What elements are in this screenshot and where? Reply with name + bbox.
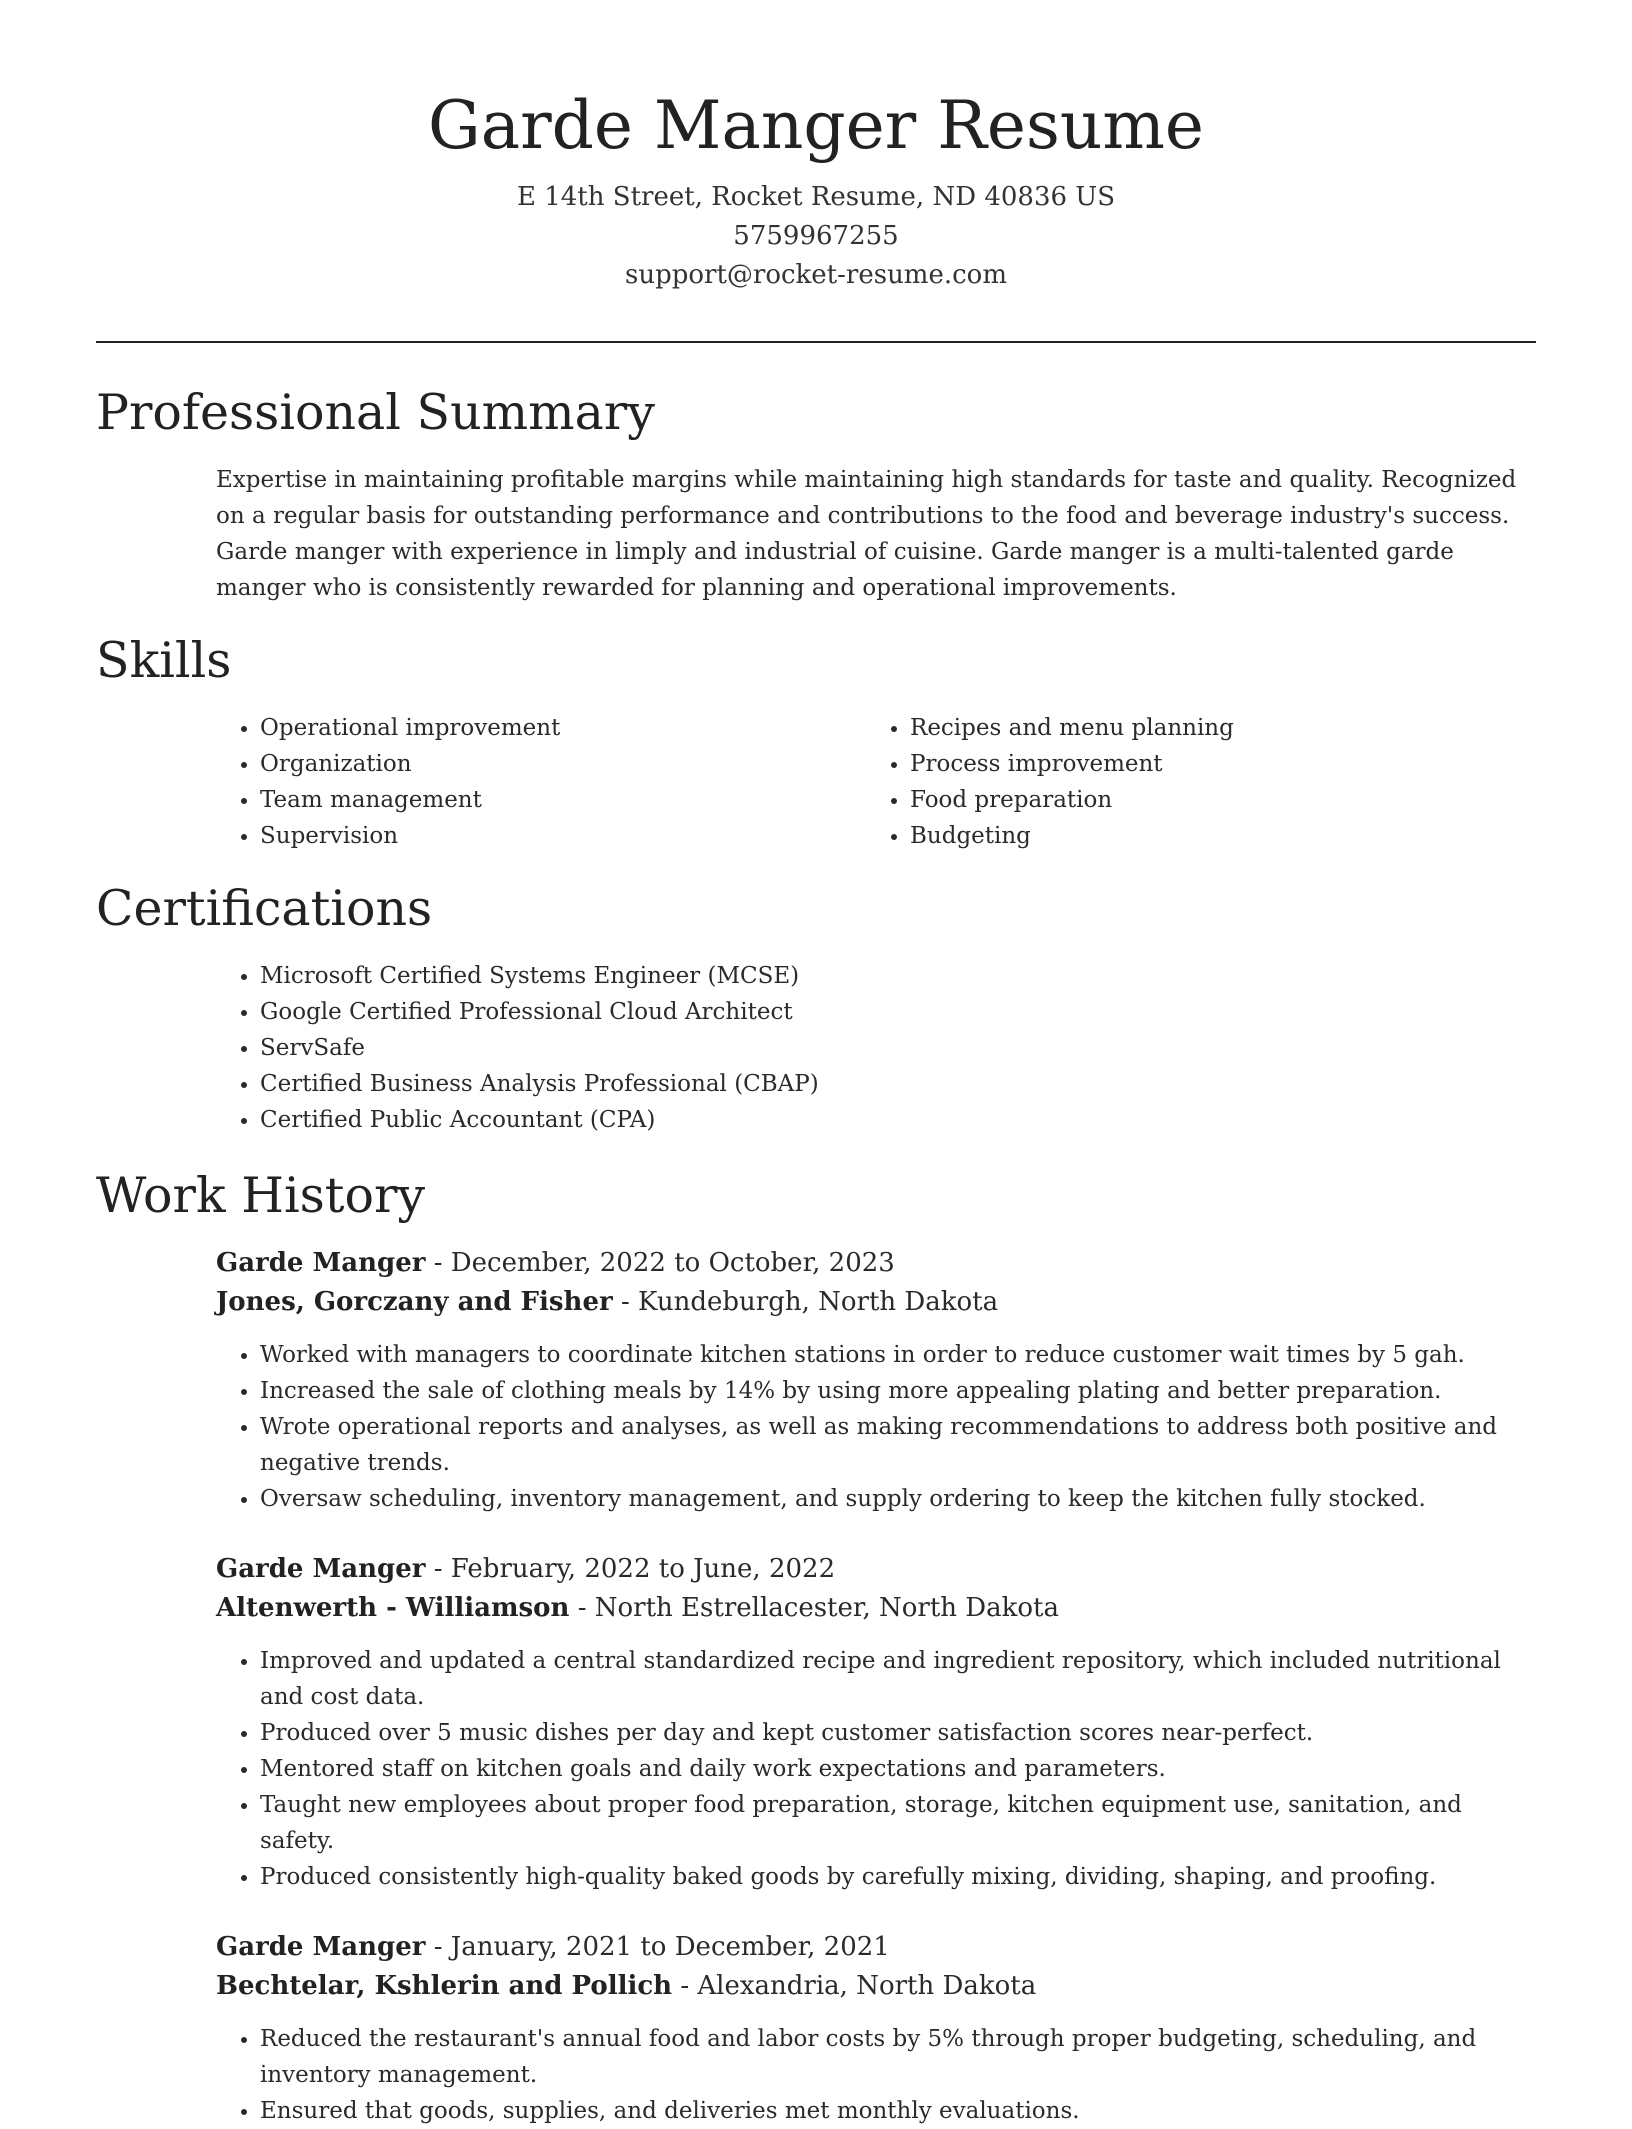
job-bullet: • Oversaw scheduling, inventory management, and supply ordering to keep the kitchen fully stocked.: [260, 1481, 1536, 1517]
skill-item: • Supervision: [260, 818, 816, 854]
skill-item: • Process improvement: [910, 746, 1466, 782]
certification-item: • ServSafe: [260, 1030, 1536, 1066]
job-bullets: [216, 1337, 1536, 1517]
job-bullet: • Produced over 5 music dishes per day and kept customer satisfaction scores near-perfect.: [260, 1715, 1536, 1751]
skills-column-right: [866, 710, 1466, 854]
job-bullet: • Increased the sale of clothing meals by 14% by using more appealing plating and better preparation.: [260, 1373, 1536, 1409]
section-title-certifications: Certifications: [96, 880, 433, 937]
job-title-line: [216, 1244, 1536, 1283]
certification-item: • Certified Business Analysis Professional (CBAP): [260, 1066, 1536, 1102]
job-title-line: [216, 1550, 1536, 1589]
job-company-line: [216, 1589, 1536, 1628]
job-bullets: [216, 1643, 1536, 1895]
certification-item: • Microsoft Certified Systems Engineer (MCSE): [260, 958, 1536, 994]
job-bullet: • Worked with managers to coordinate kitchen stations in order to reduce customer wait times by 5 gah.: [260, 1337, 1536, 1373]
skills-column-left: [216, 710, 816, 854]
section-title-skills: Skills: [96, 632, 232, 689]
job-bullet: • Reduced the restaurant's annual food and labor costs by 5% through proper budgeting, scheduling, and inventory management.: [260, 2021, 1536, 2093]
job-title-line: [216, 1928, 1536, 1967]
job-bullet: • Wrote operational reports and analyses, as well as making recommendations to address both positive and negative trends.: [260, 1409, 1536, 1481]
skill-item: • Budgeting: [910, 818, 1466, 854]
job-dates: - December, 2022 to October, 2023: [425, 1248, 895, 1278]
job-company: Jones, Gorczany and Fisher: [216, 1287, 613, 1317]
contact-address: E 14th Street, Rocket Resume, ND 40836 US: [516, 182, 1116, 212]
job-entry: [216, 1550, 1536, 1895]
summary-text: Expertise in maintaining profitable margins while maintaining high standards for taste and quality. Recognized on a regular basis for outstanding performance and contributions to the food and beverage industry's success. Garde manger with experience in limply and industrial of cuisine. Garde manger is a multi-talented garde manger who is consistently rewarded for planning and operational improvements.: [216, 467, 1517, 601]
job-title: Garde Manger: [216, 1554, 426, 1584]
job-bullet: • Ensured that goods, supplies, and deliveries met monthly evaluations.: [260, 2093, 1536, 2129]
job-company-line: [216, 1967, 1536, 2006]
header-divider: [96, 341, 1536, 343]
skill-item: • Organization: [260, 746, 816, 782]
skill-item: • Operational improvement: [260, 710, 816, 746]
resume-title: Garde Manger Resume: [428, 87, 1204, 164]
job-location: - Alexandria, North Dakota: [672, 1971, 1037, 2001]
skills-list-left: [216, 710, 816, 854]
skill-item: • Food preparation: [910, 782, 1466, 818]
job-bullets: [216, 2021, 1536, 2129]
job-title: Garde Manger: [216, 1248, 426, 1278]
section-title-summary: Professional Summary: [96, 384, 655, 441]
contact-phone: 5759967255: [733, 221, 899, 251]
job-dates: - February, 2022 to June, 2022: [425, 1554, 836, 1584]
section-title-work-history: Work History: [96, 1167, 426, 1224]
job-bullet: • Produced consistently high-quality baked goods by carefully mixing, dividing, shaping, and proofing.: [260, 1859, 1536, 1895]
contact-block: [0, 178, 1632, 295]
skill-item: • Recipes and menu planning: [910, 710, 1466, 746]
job-company: Altenwerth - Williamson: [216, 1593, 570, 1623]
job-bullet: • Taught new employees about proper food preparation, storage, kitchen equipment use, sanitation, and safety.: [260, 1787, 1536, 1859]
job-title: Garde Manger: [216, 1932, 426, 1962]
job-bullet: • Mentored staff on kitchen goals and daily work expectations and parameters.: [260, 1751, 1536, 1787]
certifications-list: [216, 958, 1536, 1138]
job-bullet: • Improved and updated a central standardized recipe and ingredient repository, which included nutritional and cost data.: [260, 1643, 1536, 1715]
job-location: - Kundeburgh, North Dakota: [612, 1287, 999, 1317]
job-company-line: [216, 1283, 1536, 1322]
resume-header: [0, 0, 1632, 295]
certification-item: • Certified Public Accountant (CPA): [260, 1102, 1536, 1138]
job-location: - North Estrellacester, North Dakota: [569, 1593, 1059, 1623]
job-company: Bechtelar, Kshlerin and Pollich: [216, 1971, 673, 2001]
skill-item: • Team management: [260, 782, 816, 818]
certifications-block: [216, 958, 1536, 1138]
job-dates: - January, 2021 to December, 2021: [425, 1932, 890, 1962]
certification-item: • Google Certified Professional Cloud Architect: [260, 994, 1536, 1030]
job-entry: [216, 1928, 1536, 2129]
contact-email: support@rocket-resume.com: [624, 260, 1007, 290]
skills-list-right: [866, 710, 1466, 854]
summary-block: [216, 462, 1536, 606]
job-entry: [216, 1244, 1536, 1517]
